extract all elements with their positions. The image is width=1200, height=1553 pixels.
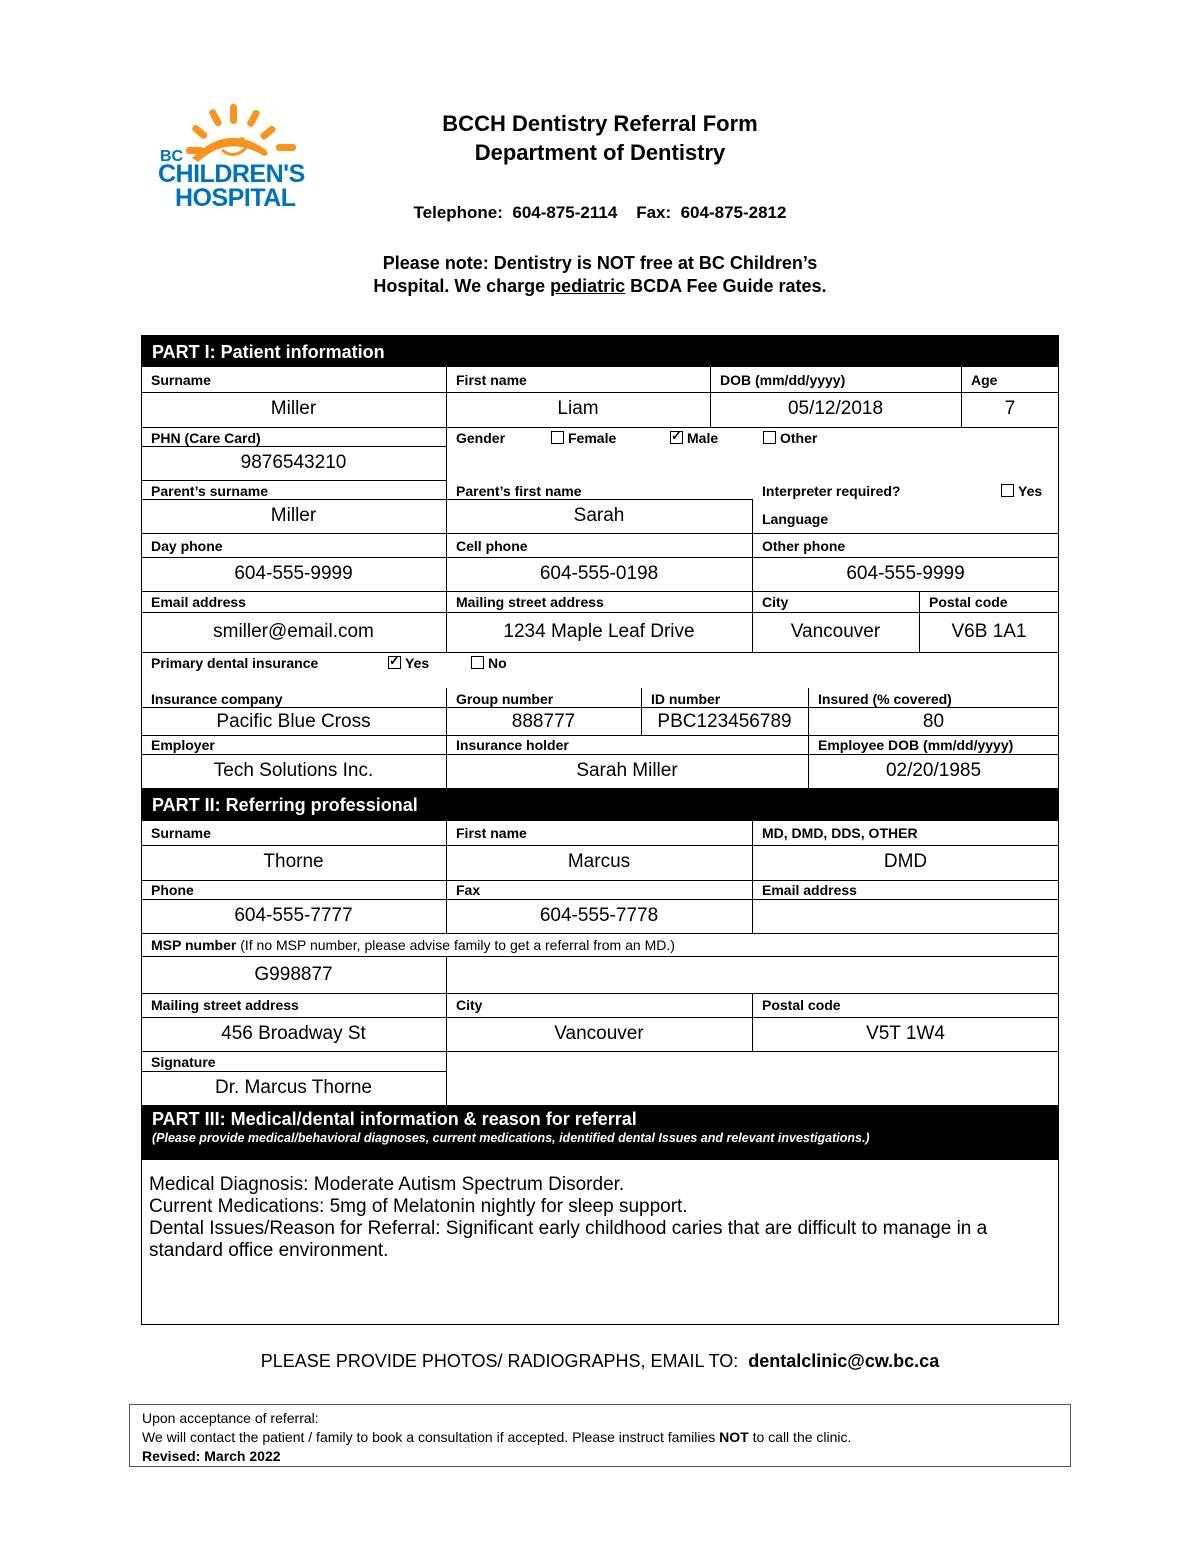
fee-note [250, 252, 950, 298]
gender-female-option[interactable] [541, 428, 626, 448]
revised-date: Revised: March 2022 [142, 1448, 281, 1464]
checkbox-icon[interactable] [763, 431, 776, 444]
age-label: Age [971, 372, 998, 388]
gender-other-option[interactable] [753, 428, 827, 448]
form-subtitle: Department of Dentistry [474, 140, 726, 165]
signature-label: Signature [151, 1054, 216, 1070]
insurance-no-option[interactable] [461, 653, 517, 673]
female-label: Female [568, 430, 617, 446]
checkbox-icon[interactable] [471, 656, 484, 669]
day-phone-label: Day phone [151, 538, 223, 554]
ref-postal-value[interactable]: V5T 1W4 [866, 1023, 945, 1044]
insurance-holder-label: Insurance holder [456, 737, 569, 753]
ref-surname-value[interactable]: Thorne [263, 851, 324, 872]
msp-value[interactable]: G998877 [254, 964, 333, 985]
credential-value[interactable]: DMD [883, 851, 928, 872]
logo-bc: BC [160, 148, 184, 165]
patient-surname-label: Surname [151, 372, 211, 388]
id-number-value[interactable]: PBC123456789 [657, 711, 792, 732]
other-phone-label: Other phone [762, 538, 846, 554]
fee-note-line1: Please note: Dentistry is NOT free at BC Children’s [382, 253, 818, 273]
gender-label: Gender [456, 430, 506, 446]
referral-reason-text[interactable] [141, 1174, 1059, 1262]
ref-street-value[interactable]: 456 Broadway St [221, 1023, 366, 1044]
parent-surname-value[interactable]: Miller [270, 505, 317, 526]
contact-line: Telephone: 604-875-2114 Fax: 604-875-2812 [413, 203, 787, 222]
fee-note-text-end: BCDA Fee Guide rates. [625, 276, 827, 296]
phn-value[interactable]: 9876543210 [240, 452, 347, 473]
msp-note: (If no MSP number, please advise family to get a referral from an MD.) [236, 937, 675, 953]
email-instruction-text: PLEASE PROVIDE PHOTOS/ RADIOGRAPHS, EMAIL TO: [260, 1351, 749, 1371]
group-number-label: Group number [456, 691, 554, 707]
checkbox-icon[interactable] [551, 431, 564, 444]
fee-note-underlined: pediatric [550, 276, 626, 296]
interpreter-yes-option[interactable] [991, 481, 1052, 501]
employee-dob-value[interactable]: 02/20/1985 [885, 760, 982, 781]
insurance-yes-option[interactable] [378, 653, 439, 673]
ref-first-name-label: First name [456, 825, 527, 841]
ref-street-label: Mailing street address [151, 997, 299, 1013]
footer-not: NOT [719, 1429, 749, 1445]
logo-hospital: HOSPITAL [175, 184, 296, 212]
email-value[interactable]: smiller@email.com [213, 621, 374, 642]
part3-title: PART III: Medical/dental information & reason for referral [152, 1109, 637, 1129]
part2-header: PART II: Referring professional [141, 788, 1059, 821]
ref-fax-label: Fax [456, 882, 481, 898]
ref-surname-label: Surname [151, 825, 211, 841]
credential-label: MD, DMD, DDS, OTHER [762, 825, 918, 841]
male-label: Male [687, 430, 719, 446]
dob-label: DOB (mm/dd/yyyy) [720, 372, 846, 388]
clinic-email-link[interactable]: dentalclinic@cw.bc.ca [748, 1351, 940, 1371]
employee-dob-label: Employee DOB (mm/dd/yyyy) [818, 737, 1014, 753]
patient-first-name-label: First name [456, 372, 527, 388]
interpreter-yes-label: Yes [1018, 483, 1043, 499]
medical-diagnosis: Medical Diagnosis: Moderate Autism Spectrum Disorder. [149, 1174, 625, 1195]
cell-phone-value[interactable]: 604-555-0198 [539, 563, 659, 584]
ref-phone-value[interactable]: 604-555-7777 [234, 905, 353, 926]
checked-checkbox-icon[interactable] [670, 431, 683, 444]
part1-header: PART I: Patient information [141, 335, 1059, 367]
employer-value[interactable]: Tech Solutions Inc. [213, 760, 374, 781]
insurance-yes-label: Yes [405, 655, 430, 671]
dob-value[interactable]: 05/12/2018 [787, 398, 884, 419]
part3-subtitle: (Please provide medical/behavioral diagnoses, current medications, identified dental Issues and relevant investigations.) [152, 1131, 870, 1145]
patient-first-name-value[interactable]: Liam [557, 398, 599, 419]
fee-note-line2 [250, 275, 950, 298]
insurance-company-value[interactable]: Pacific Blue Cross [216, 711, 371, 732]
ref-email-label: Email address [762, 882, 857, 898]
language-label: Language [762, 511, 829, 527]
age-value[interactable]: 7 [1004, 398, 1016, 419]
cell-phone-label: Cell phone [456, 538, 528, 554]
other-phone-value[interactable]: 604-555-9999 [846, 563, 965, 584]
street-label: Mailing street address [456, 594, 604, 610]
fee-note-text: Hospital. We charge [373, 276, 551, 296]
footer-line2-end: to call the clinic. [748, 1429, 852, 1445]
footer-line2-text: We will contact the patient / family to book a consultation if accepted. Please instruct families [142, 1429, 720, 1445]
checked-checkbox-icon[interactable] [388, 656, 401, 669]
postal-code-label: Postal code [929, 594, 1008, 610]
checkbox-icon[interactable] [1001, 484, 1014, 497]
postal-code-value[interactable]: V6B 1A1 [951, 621, 1027, 642]
interpreter-label: Interpreter required? [762, 483, 901, 499]
employer-label: Employer [151, 737, 215, 753]
group-number-value[interactable]: 888777 [511, 711, 576, 732]
street-value[interactable]: 1234 Maple Leaf Drive [503, 621, 695, 642]
ref-city-value[interactable]: Vancouver [554, 1023, 644, 1044]
ref-postal-label: Postal code [762, 997, 841, 1013]
current-medications: Current Medications: 5mg of Melatonin nightly for sleep support. [149, 1196, 688, 1217]
phn-label: PHN (Care Card) [151, 430, 261, 446]
footer-line2 [142, 1428, 1058, 1447]
insurance-no-label: No [488, 655, 507, 671]
referral-form [141, 335, 1059, 1325]
parent-surname-label: Parent’s surname [151, 483, 268, 499]
part3-header [141, 1105, 1059, 1160]
insurance-holder-value[interactable]: Sarah Miller [576, 760, 678, 781]
parent-first-name-label: Parent’s first name [456, 483, 582, 499]
insurance-company-label: Insurance company [151, 691, 283, 707]
other-label: Other [780, 430, 818, 446]
parent-first-name-value[interactable]: Sarah [573, 505, 625, 526]
logo-childrens: CHILDREN'S [158, 160, 305, 188]
city-label: City [762, 594, 789, 610]
footer-box [129, 1404, 1071, 1467]
city-value[interactable]: Vancouver [790, 621, 881, 642]
email-label: Email address [151, 594, 246, 610]
ref-phone-label: Phone [151, 882, 194, 898]
insurance-label: Primary dental insurance [151, 655, 319, 671]
gender-male-option[interactable] [660, 428, 728, 448]
ref-fax-value[interactable]: 604-555-7778 [539, 905, 659, 926]
ref-city-label: City [456, 997, 483, 1013]
msp-label [141, 935, 685, 955]
id-number-label: ID number [651, 691, 721, 707]
day-phone-value[interactable]: 604-555-9999 [234, 563, 353, 584]
dental-issues: Dental Issues/Reason for Referral: Significant early childhood caries that are difficult to manage in a standard office environment. [149, 1218, 988, 1261]
patient-surname-value[interactable]: Miller [270, 398, 317, 419]
form-title: BCCH Dentistry Referral Form [442, 111, 758, 136]
msp-label-text: MSP number [151, 937, 237, 953]
email-instruction [0, 1351, 1200, 1372]
hospital-logo [158, 100, 318, 210]
ref-first-name-value[interactable]: Marcus [567, 851, 631, 872]
insured-value[interactable]: 80 [922, 711, 945, 732]
footer-line1: Upon acceptance of referral: [142, 1410, 319, 1426]
insured-label: Insured (% covered) [818, 691, 952, 707]
signature-value[interactable]: Dr. Marcus Thorne [215, 1077, 372, 1098]
